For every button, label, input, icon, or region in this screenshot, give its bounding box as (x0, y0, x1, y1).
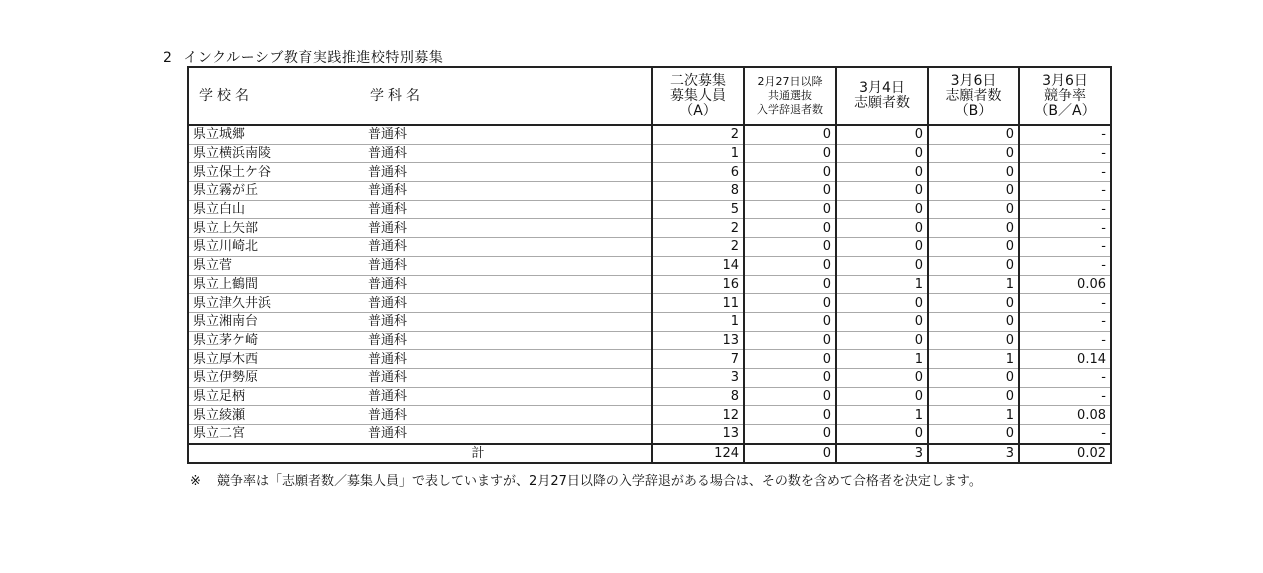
capacity-cell: 1 (652, 312, 744, 331)
table-row (188, 406, 1111, 425)
school-name-cell: 県立足柄 (188, 387, 364, 406)
withdrawals-cell: 0 (744, 387, 836, 406)
ratio-cell: 0.08 (1019, 406, 1111, 425)
capacity-cell: 12 (652, 406, 744, 425)
withdrawals-cell: 0 (744, 406, 836, 425)
header-capacity: 二次募集 募集人員 （A） (652, 67, 744, 125)
capacity-cell: 7 (652, 350, 744, 369)
total-ratio: 0.02 (1019, 444, 1111, 463)
table-row (188, 182, 1111, 201)
table-row (188, 387, 1111, 406)
applicants-mar4-cell: 1 (836, 275, 928, 294)
school-name-cell: 県立湘南台 (188, 312, 364, 331)
section-number: 2 (163, 50, 173, 66)
capacity-cell: 8 (652, 182, 744, 201)
applicants-mar4-cell: 0 (836, 387, 928, 406)
ratio-cell: - (1019, 387, 1111, 406)
school-name-cell: 県立白山 (188, 200, 364, 219)
school-name-cell: 県立茅ケ崎 (188, 331, 364, 350)
applicants-mar4-cell: 0 (836, 294, 928, 313)
department-cell: 普通科 (364, 182, 652, 201)
capacity-cell: 11 (652, 294, 744, 313)
table-row (188, 312, 1111, 331)
ratio-cell: - (1019, 144, 1111, 163)
department-cell: 普通科 (364, 200, 652, 219)
applicants-mar6-cell: 0 (928, 312, 1019, 331)
applicants-mar4-cell: 0 (836, 368, 928, 387)
ratio-cell: 0.14 (1019, 350, 1111, 369)
table-row (188, 350, 1111, 369)
table-row (188, 238, 1111, 257)
ratio-cell: - (1019, 368, 1111, 387)
withdrawals-cell: 0 (744, 219, 836, 238)
ratio-cell: - (1019, 425, 1111, 444)
capacity-cell: 13 (652, 425, 744, 444)
withdrawals-cell: 0 (744, 163, 836, 182)
school-name-cell: 県立綾瀬 (188, 406, 364, 425)
footnote-mark: ※ (190, 474, 201, 489)
ratio-cell: - (1019, 125, 1111, 144)
department-cell: 普通科 (364, 312, 652, 331)
total-applicants-mar6: 3 (928, 444, 1019, 463)
ratio-cell: - (1019, 256, 1111, 275)
ratio-cell: - (1019, 294, 1111, 313)
department-cell: 普通科 (364, 387, 652, 406)
applicants-mar4-cell: 1 (836, 350, 928, 369)
capacity-cell: 13 (652, 331, 744, 350)
school-name-cell: 県立城郷 (188, 125, 364, 144)
school-name-cell: 県立上鶴間 (188, 275, 364, 294)
applicants-mar4-cell: 1 (836, 406, 928, 425)
applicants-mar6-cell: 0 (928, 182, 1019, 201)
school-name-cell: 県立保土ケ谷 (188, 163, 364, 182)
ratio-cell: - (1019, 331, 1111, 350)
withdrawals-cell: 0 (744, 182, 836, 201)
school-name-cell: 県立厚木西 (188, 350, 364, 369)
ratio-cell: - (1019, 238, 1111, 257)
table-body (188, 125, 1111, 444)
department-cell: 普通科 (364, 219, 652, 238)
applicants-mar6-cell: 1 (928, 406, 1019, 425)
ratio-cell: 0.06 (1019, 275, 1111, 294)
school-name-cell: 県立津久井浜 (188, 294, 364, 313)
table-row (188, 163, 1111, 182)
footnote (190, 470, 982, 489)
total-label: 計 (188, 444, 652, 463)
school-name-cell: 県立横浜南陵 (188, 144, 364, 163)
department-cell: 普通科 (364, 275, 652, 294)
applicants-mar6-cell: 0 (928, 368, 1019, 387)
capacity-cell: 5 (652, 200, 744, 219)
applicants-mar6-cell: 0 (928, 125, 1019, 144)
withdrawals-cell: 0 (744, 256, 836, 275)
section-title (163, 47, 443, 67)
capacity-cell: 14 (652, 256, 744, 275)
applicants-mar4-cell: 0 (836, 219, 928, 238)
applicants-mar6-cell: 0 (928, 387, 1019, 406)
applicants-mar4-cell: 0 (836, 238, 928, 257)
table-row (188, 200, 1111, 219)
applicants-mar4-cell: 0 (836, 331, 928, 350)
total-withdrawals: 0 (744, 444, 836, 463)
total-row (188, 444, 1111, 463)
table-row (188, 425, 1111, 444)
applicants-mar4-cell: 0 (836, 144, 928, 163)
table-row (188, 368, 1111, 387)
withdrawals-cell: 0 (744, 368, 836, 387)
capacity-cell: 2 (652, 238, 744, 257)
school-name-cell: 県立上矢部 (188, 219, 364, 238)
applicants-mar6-cell: 0 (928, 238, 1019, 257)
table-row (188, 275, 1111, 294)
header-school: 学校名 (188, 67, 364, 125)
applicants-mar6-cell: 0 (928, 425, 1019, 444)
department-cell: 普通科 (364, 125, 652, 144)
department-cell: 普通科 (364, 256, 652, 275)
capacity-cell: 8 (652, 387, 744, 406)
ratio-cell: - (1019, 182, 1111, 201)
applicants-mar6-cell: 0 (928, 294, 1019, 313)
footnote-text: 競争率は「志願者数／募集人員」で表していますが、2月27日以降の入学辞退がある場合は、その数を含めて合格者を決定します。 (217, 474, 982, 489)
ratio-cell: - (1019, 219, 1111, 238)
table-row (188, 256, 1111, 275)
capacity-cell: 6 (652, 163, 744, 182)
table-header-row (188, 67, 1111, 125)
department-cell: 普通科 (364, 331, 652, 350)
withdrawals-cell: 0 (744, 275, 836, 294)
department-cell: 普通科 (364, 368, 652, 387)
school-name-cell: 県立川崎北 (188, 238, 364, 257)
withdrawals-cell: 0 (744, 125, 836, 144)
header-department: 学科名 (364, 67, 652, 125)
ratio-cell: - (1019, 200, 1111, 219)
header-ratio-mar6: 3月6日 競争率 （B／A） (1019, 67, 1111, 125)
capacity-cell: 2 (652, 125, 744, 144)
capacity-cell: 3 (652, 368, 744, 387)
applicants-mar6-cell: 1 (928, 350, 1019, 369)
department-cell: 普通科 (364, 294, 652, 313)
applicants-mar4-cell: 0 (836, 163, 928, 182)
withdrawals-cell: 0 (744, 144, 836, 163)
applicants-mar6-cell: 0 (928, 219, 1019, 238)
school-name-cell: 県立伊勢原 (188, 368, 364, 387)
withdrawals-cell: 0 (744, 200, 836, 219)
applicants-mar6-cell: 0 (928, 163, 1019, 182)
header-withdrawals: 2月27日以降 共通選抜 入学辞退者数 (744, 67, 836, 125)
withdrawals-cell: 0 (744, 238, 836, 257)
department-cell: 普通科 (364, 144, 652, 163)
total-applicants-mar4: 3 (836, 444, 928, 463)
table-row (188, 144, 1111, 163)
table-row (188, 294, 1111, 313)
ratio-cell: - (1019, 163, 1111, 182)
table-row (188, 125, 1111, 144)
applicants-mar4-cell: 0 (836, 125, 928, 144)
applicants-mar6-cell: 1 (928, 275, 1019, 294)
department-cell: 普通科 (364, 238, 652, 257)
withdrawals-cell: 0 (744, 425, 836, 444)
withdrawals-cell: 0 (744, 350, 836, 369)
department-cell: 普通科 (368, 426, 408, 442)
total-capacity: 124 (652, 444, 744, 463)
withdrawals-cell: 0 (744, 331, 836, 350)
ratio-cell: - (1019, 312, 1111, 331)
table-row (188, 331, 1111, 350)
applicants-mar6-cell: 0 (928, 331, 1019, 350)
applicants-mar6-cell: 0 (928, 256, 1019, 275)
department-cell: 普通科 (364, 350, 652, 369)
applicants-mar6-cell: 0 (928, 144, 1019, 163)
applicants-mar4-cell: 0 (836, 256, 928, 275)
withdrawals-cell: 0 (744, 312, 836, 331)
capacity-cell: 2 (652, 219, 744, 238)
school-name-cell: 県立菅 (188, 256, 364, 275)
department-cell: 普通科 (364, 406, 652, 425)
school-name-cell: 県立霧が丘 (188, 182, 364, 201)
applicants-mar4-cell: 0 (836, 182, 928, 201)
header-applicants-mar6: 3月6日 志願者数 （B） (928, 67, 1019, 125)
applicants-mar6-cell: 0 (928, 200, 1019, 219)
applicants-mar4-cell: 0 (836, 425, 928, 444)
recruitment-table (187, 66, 1112, 464)
withdrawals-cell: 0 (744, 294, 836, 313)
table-row (188, 219, 1111, 238)
school-name-cell: 県立二宮 (193, 426, 246, 442)
header-applicants-mar4: 3月4日 志願者数 (836, 67, 928, 125)
department-cell: 普通科 (364, 163, 652, 182)
applicants-mar4-cell: 0 (836, 312, 928, 331)
capacity-cell: 1 (652, 144, 744, 163)
section-title-text: インクルーシブ教育実践推進校特別募集 (183, 50, 444, 66)
applicants-mar4-cell: 0 (836, 200, 928, 219)
capacity-cell: 16 (652, 275, 744, 294)
